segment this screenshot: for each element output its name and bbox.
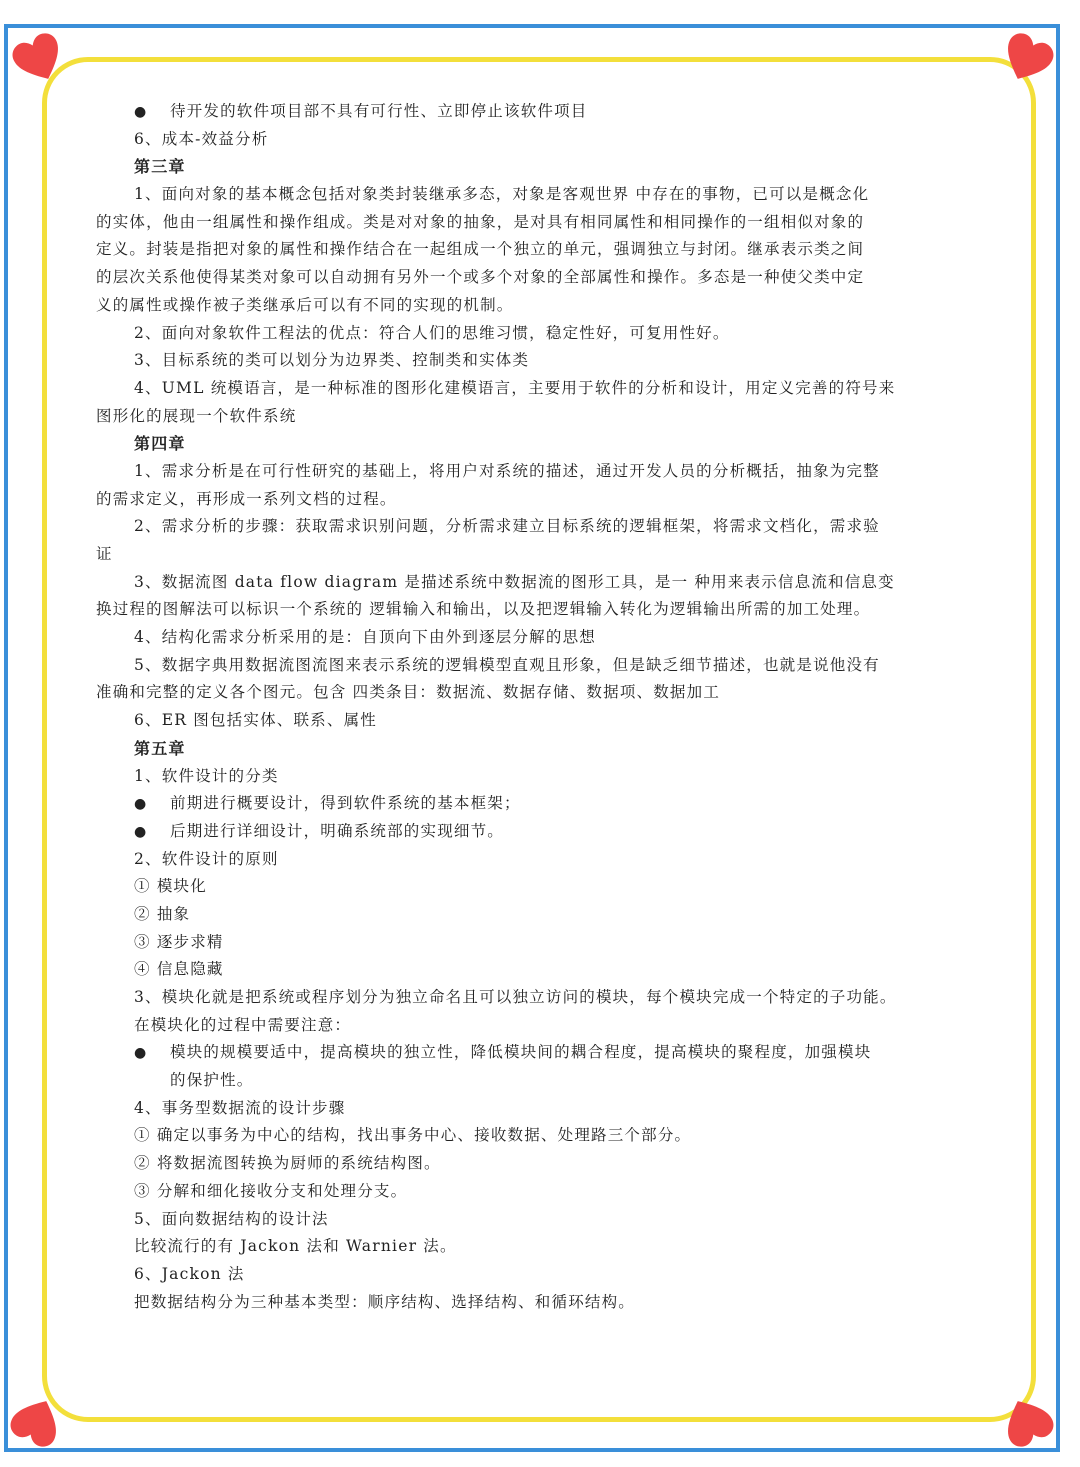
text-line: 图形化的展现一个软件系统 xyxy=(96,406,297,425)
text-line: 定义。封装是指把对象的属性和操作结合在一起组成一个独立的单元，强调独立与封闭。继承表示类之间 xyxy=(96,240,865,259)
text-line: ③ 逐步求精 xyxy=(134,932,224,951)
text-line: 5、数据字典用数据流图流图来表示系统的逻辑模型直观且形象，但是缺乏细节描述，也就是说他没有 xyxy=(134,655,880,674)
text-line: 比较流行的有 Jackon 法和 Warnier 法。 xyxy=(134,1237,457,1256)
bullet-item xyxy=(96,98,966,126)
text-line: 6、ER 图包括实体、联系、属性 xyxy=(134,711,377,730)
bullet-icon: ● xyxy=(134,823,148,840)
chapter-heading: 第三章 xyxy=(134,157,186,177)
bullet-text: 后期进行详细设计，明确系统部的实现细节。 xyxy=(170,821,505,840)
text-line: 的层次关系他使得某类对象可以自动拥有另外一个或多个对象的全部属性和操作。多态是一种使父类中定 xyxy=(96,268,865,287)
bullet-text: 待开发的软件项目部不具有可行性、立即停止该软件项目 xyxy=(170,102,588,120)
bullet-icon: ● xyxy=(134,796,148,813)
bullet-text: 前期进行概要设计，得到软件系统的基本框架； xyxy=(170,794,521,813)
text-line: ② 抽象 xyxy=(134,904,191,923)
text-line: 义的属性或操作被子类继承后可以有不同的实现的机制。 xyxy=(96,295,514,314)
text-line: 3、目标系统的类可以划分为边界类、控制类和实体类 xyxy=(134,351,530,370)
text-line: 4、事务型数据流的设计步骤 xyxy=(134,1098,346,1117)
text-line: 6、成本-效益分析 xyxy=(134,129,269,148)
text-line: 4、UML 统模语言，是一种标准的图形化建模语言，主要用于软件的分析和设计，用定义完善的符号来 xyxy=(134,378,896,397)
bullet-item xyxy=(96,1039,966,1067)
text-line: 4、结构化需求分析采用的是：自顶向下由外到逐层分解的思想 xyxy=(134,628,596,647)
text-line: 准确和完整的定义各个图元。包含 四类条目：数据流、数据存储、数据项、数据加工 xyxy=(96,683,721,702)
text-line: 2、软件设计的原则 xyxy=(134,849,279,868)
text-line: 的需求定义，再形成一系列文档的过程。 xyxy=(96,489,397,508)
text-line: ③ 分解和细化接收分支和处理分支。 xyxy=(134,1181,408,1200)
text-line: ① 模块化 xyxy=(134,877,207,896)
chapter-heading: 第四章 xyxy=(134,434,186,454)
bullet-text: 模块的规模要适中，提高模块的独立性，降低模块间的耦合程度，提高模块的聚程度，加强模块 xyxy=(170,1043,872,1062)
text-line: 3、模块化就是把系统或程序划分为独立命名且可以独立访问的模块，每个模块完成一个特定的子功能。 xyxy=(134,988,897,1006)
bullet-icon: ● xyxy=(134,1045,148,1062)
text-line: 1、软件设计的分类 xyxy=(134,766,279,785)
text-line: 5、面向数据结构的设计法 xyxy=(134,1209,329,1228)
chapter-heading: 第五章 xyxy=(134,738,186,758)
text-line: 1、需求分析是在可行性研究的基础上，将用户对系统的描述，通过开发人员的分析概括，抽象为完整 xyxy=(134,461,880,480)
text-line: 换过程的图解法可以标识一个系统的 逻辑输入和输出，以及把逻辑输入转化为逻辑输出所需的加工处理。 xyxy=(96,600,871,619)
text-line: 3、数据流图 data flow diagram 是描述系统中数据流的图形工具，是一 种用来表示信息流和信息变 xyxy=(134,572,895,591)
text-line: 证 xyxy=(96,545,113,563)
document-body xyxy=(96,98,966,1316)
text-line: ④ 信息隐藏 xyxy=(134,960,224,979)
text-line: ② 将数据流图转换为厨师的系统结构图。 xyxy=(134,1154,441,1173)
text-line: 把数据结构分为三种基本类型：顺序结构、选择结构、和循环结构。 xyxy=(134,1292,636,1311)
text-line: 6、Jackon 法 xyxy=(134,1264,245,1283)
text-line: ① 确定以事务为中心的结构，找出事务中心、接收数据、处理路三个部分。 xyxy=(134,1126,692,1145)
text-line: 1、面向对象的基本概念包括对象类封装继承多态，对象是客观世界 中存在的事物，已可以是概念化 xyxy=(134,185,870,204)
text-line: 2、面向对象软件工程法的优点：符合人们的思维习惯，稳定性好，可复用性好。 xyxy=(134,323,730,342)
text-line: 的保护性。 xyxy=(170,1071,254,1090)
text-line: 2、需求分析的步骤：获取需求识别问题，分析需求建立目标系统的逻辑框架，将需求文档化，需求验 xyxy=(134,517,880,536)
text-line: 的实体，他由一组属性和操作组成。类是对对象的抽象，是对具有相同属性和相同操作的一组相似对象的 xyxy=(96,212,865,231)
bullet-icon: ● xyxy=(134,104,148,120)
bullet-item xyxy=(96,818,966,846)
text-line: 在模块化的过程中需要注意： xyxy=(134,1015,352,1034)
bullet-item xyxy=(96,790,966,818)
